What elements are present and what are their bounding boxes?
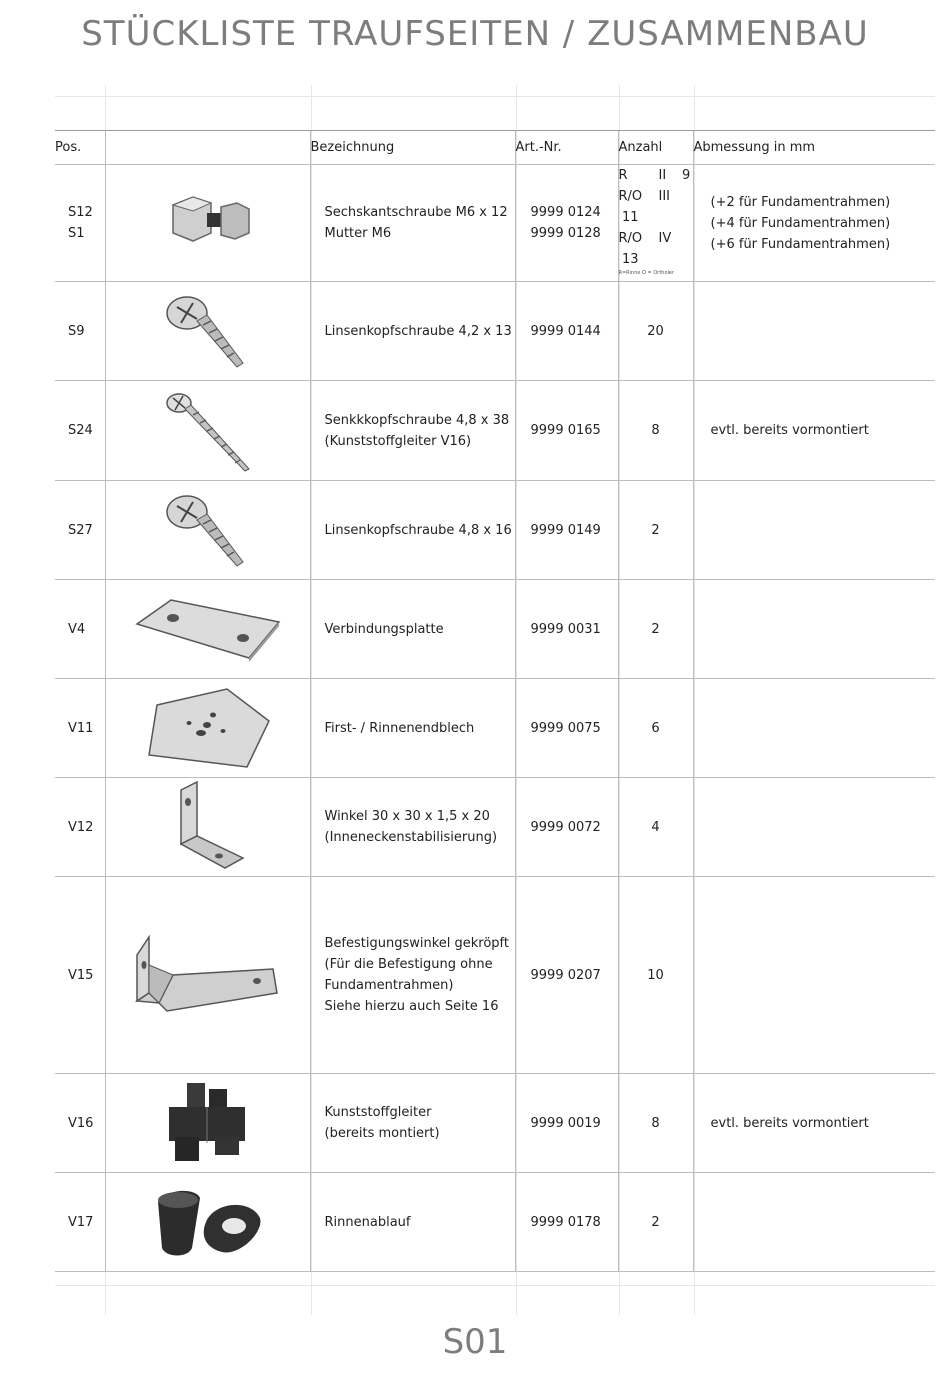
header-abmessung: Abmessung in mm [693,131,935,165]
anzahl-cell: 2 [618,481,693,580]
anzahl-row-type: R/O [618,231,643,246]
table-row [55,679,935,778]
countersunk-screw-icon [163,389,253,473]
bezeichnung-cell [310,381,515,481]
image-cell [105,282,310,381]
guide-line [55,1285,935,1286]
bezeichnung-line: Befestigungswinkel gekröpft [324,936,510,951]
pan-head-screw-icon [163,490,253,570]
header-anzahl: Anzahl [618,131,693,165]
artnr-cell: 9999 0178 [515,1173,618,1272]
image-cell [105,1074,310,1173]
anzahl-cell: 4 [618,778,693,877]
bezeichnung-cell [310,877,515,1074]
anzahl-size: IV [658,231,672,246]
pos-cell: V11 [55,679,105,778]
image-cell [105,165,310,282]
anzahl-cell: 8 [618,1074,693,1173]
image-cell [105,679,310,778]
artnr-cell: 9999 0149 [515,481,618,580]
bezeichnung-cell: Linsenkopfschraube 4,2 x 13 [310,282,515,381]
anzahl-count: 9 [682,168,691,183]
anzahl-cell: 20 [618,282,693,381]
anzahl-count: 11 [621,210,639,225]
table-row [55,1074,935,1173]
anzahl-row-type: R [618,168,628,183]
bezeichnung-line: Sechskantschraube M6 x 12 [324,205,508,220]
pos-cell: S24 [55,381,105,481]
pos-cell: V17 [55,1173,105,1272]
header-image [105,131,310,165]
artnr-cell: 9999 0019 [515,1074,618,1173]
bezeichnung-line: Siehe hierzu auch Seite 16 [324,999,499,1014]
bezeichnung-line: Winkel 30 x 30 x 1,5 x 20 [324,809,490,824]
bezeichnung-line: Mutter M6 [324,226,392,241]
bezeichnung-cell: Linsenkopfschraube 4,8 x 16 [310,481,515,580]
artnr-cell: 9999 0144 [515,282,618,381]
table-row [55,580,935,679]
bezeichnung-cell: First- / Rinnenendblech [310,679,515,778]
guide-line [55,96,935,97]
artnr-cell: 9999 0165 [515,381,618,481]
pan-head-screw-icon [163,291,253,371]
image-cell [105,778,310,877]
artnr-value: 9999 0124 [530,205,601,220]
anzahl-size-table [619,165,693,277]
abmessung-cell: evtl. bereits vormontiert [693,381,935,481]
header-bezeichnung: Bezeichnung [310,131,515,165]
abmessung-cell [693,165,935,282]
table-header-row [55,131,935,165]
anzahl-size: III [658,189,671,204]
bezeichnung-line: (Inneneckenstabilisierung) [324,830,498,845]
header-pos: Pos. [55,131,105,165]
anzahl-cell: 10 [618,877,693,1074]
table-row [55,778,935,877]
bezeichnung-line: Fundamentrahmen) [324,978,454,993]
image-cell [105,580,310,679]
image-cell [105,877,310,1074]
hex-bolt-with-nut-icon [163,193,253,253]
anzahl-cell [618,165,693,282]
pos-cell: V4 [55,580,105,679]
page-title: STÜCKLISTE TRAUFSEITEN / ZUSAMMENBAU [81,14,869,54]
bezeichnung-cell [310,1074,515,1173]
abmessung-cell [693,580,935,679]
abmessung-cell [693,778,935,877]
pos-cell: S9 [55,282,105,381]
image-cell [105,481,310,580]
abmessung-cell [693,679,935,778]
pos-cell: V15 [55,877,105,1074]
anzahl-note: R=Rinne O = Ortholer [618,270,675,276]
bezeichnung-line: Senkkkopfschraube 4,8 x 38 [324,412,510,428]
abmessung-line: (+4 für Fundamentrahmen) [710,215,891,231]
abmessung-cell [693,877,935,1074]
abmessung-line: (+6 für Fundamentrahmen) [710,236,891,252]
pos-cell: V16 [55,1074,105,1173]
anzahl-cell: 8 [618,381,693,481]
bezeichnung-line: (bereits montiert) [324,1126,440,1141]
bezeichnung-line: (Kunststoffgleiter V16) [324,433,472,449]
abmessung-cell [693,1173,935,1272]
bezeichnung-cell: Rinnenablauf [310,1173,515,1272]
abmessung-cell: evtl. bereits vormontiert [693,1074,935,1173]
artnr-value: 9999 0128 [530,226,601,241]
table-row [55,877,935,1074]
page-number: S01 [442,1322,508,1362]
table-row [55,165,935,282]
pos-value: S12 [68,205,93,220]
pos-cell: V12 [55,778,105,877]
pos-cell: S27 [55,481,105,580]
abmessung-cell [693,282,935,381]
image-cell [105,381,310,481]
pos-value: S1 [68,226,85,241]
connecting-plate-icon [133,594,283,664]
table-row [55,381,935,481]
abmessung-cell [693,481,935,580]
image-cell [105,1173,310,1272]
artnr-cell: 9999 0207 [515,877,618,1074]
abmessung-line: (+2 für Fundamentrahmen) [710,194,891,210]
bezeichnung-cell: Verbindungsplatte [310,580,515,679]
parts-table [55,130,935,1272]
bezeichnung-cell [310,165,515,282]
artnr-cell [515,165,618,282]
bezeichnung-line: (Für die Befestigung ohne [324,957,493,972]
artnr-cell: 9999 0072 [515,778,618,877]
header-artnr: Art.-Nr. [515,131,618,165]
cranked-mounting-bracket-icon [133,935,283,1015]
table-row [55,1173,935,1272]
bezeichnung-cell [310,778,515,877]
ridge-end-plate-icon [143,685,273,771]
anzahl-size: II [658,168,667,183]
anzahl-row-type: R/O [618,189,643,204]
plastic-glider-icon [163,1081,253,1165]
anzahl-cell: 2 [618,1173,693,1272]
anzahl-cell: 2 [618,580,693,679]
anzahl-count: 13 [621,252,639,267]
artnr-cell: 9999 0075 [515,679,618,778]
bezeichnung-line: Kunststoffgleiter [324,1105,432,1120]
table-row [55,481,935,580]
angle-bracket-icon [163,780,253,874]
artnr-cell: 9999 0031 [515,580,618,679]
anzahl-cell: 6 [618,679,693,778]
pos-cell [55,165,105,282]
gutter-drain-icon [148,1182,268,1262]
table-row [55,282,935,381]
